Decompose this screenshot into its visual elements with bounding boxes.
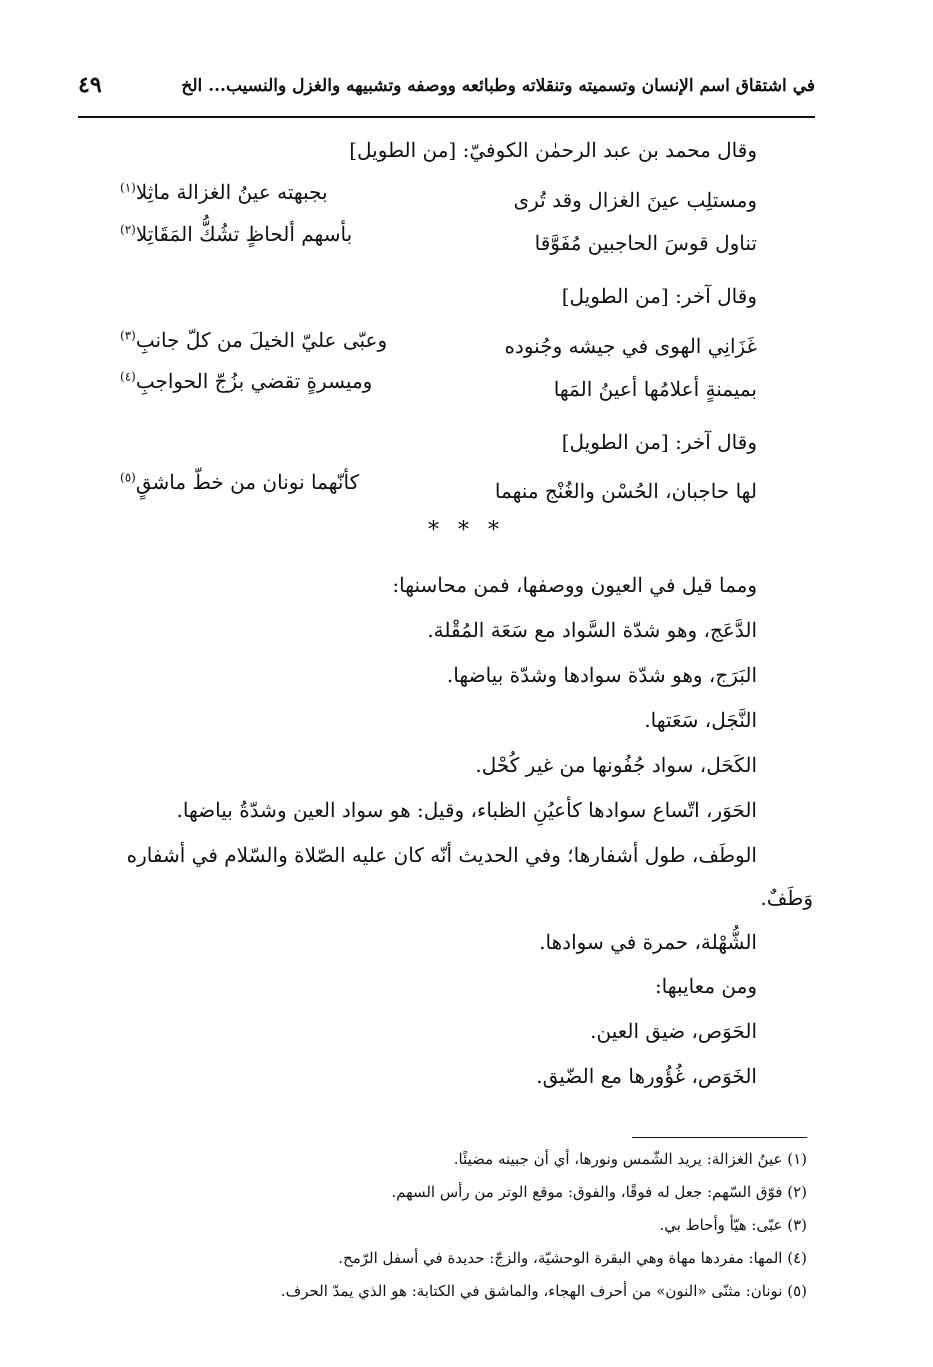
verse-first-hemistich: تناول قوسَ الحاجبين مُفَوَّقا [534, 231, 757, 255]
header-rule [78, 116, 815, 118]
poem-intro: وقال آخر: [من الطويل] [561, 284, 757, 308]
running-header [78, 72, 815, 110]
footnote-reference: (٣) [120, 328, 136, 343]
footnote: (٢) فوّق السّهم: جعل له فوقًا، والفوق: موقع الوتر من رأس السهم. [391, 1183, 807, 1201]
prose-line: البَرَج، وهو شدّة سوادها وشدّة بياضها. [446, 663, 757, 687]
verse-second-hemistich [120, 222, 420, 246]
prose-line: الحَوَر، اتّساع سوادها كأعيُنِ الظباء، وقيل: هو سواد العين وشدّةُ بياضها. [176, 798, 757, 822]
verse-first-hemistich: بميمنةٍ أعلامُها أعينُ المَها [553, 377, 757, 401]
verse-second-text: بأسهم ألحاظٍ تشُكُّ المَقَاتِلا [135, 222, 353, 246]
footnote-reference: (٥) [120, 470, 136, 485]
verse-second-text: وعبّى عليّ الخيلَ من كلّ جانبِ [135, 328, 388, 352]
footnote: (٣) عبّى: هيّأ وأحاط بي. [659, 1216, 807, 1234]
section-separator: * * * [428, 518, 505, 543]
prose-line: وَطَفٌ. [760, 886, 813, 910]
footnote-reference: (١) [120, 180, 136, 195]
prose-line: ومما قيل في العيون ووصفها، فمن محاسنها: [392, 573, 757, 597]
verse-first-hemistich: لها حاجبان، الحُسْن والغُنْج منهما [494, 479, 757, 503]
prose-line: الخَوَص، غُؤُورها مع الضّيق. [536, 1064, 757, 1088]
footnote-rule [632, 1137, 807, 1138]
poem-intro: وقال محمد بن عبد الرحمٰن الكوفيّ: [من الطويل] [349, 138, 757, 162]
running-header-title: في اشتقاق اسم الإنسان وتسميته وتنقلاته وطبائعه ووصفه وتشبيهه والغزل والنسيب... الخ [181, 76, 815, 96]
verse-second-hemistich [120, 328, 420, 352]
verse-second-text: بجبهته عينُ الغزالة ماثِلا [135, 180, 328, 204]
prose-line: الدَّعَج، وهو شدّة السَّواد مع سَعَة المُقْلة. [427, 618, 757, 642]
prose-line: الحَوَص، ضيق العين. [590, 1019, 757, 1043]
prose-line: ومن معايبها: [654, 974, 757, 998]
page-number: ٤٩ [78, 72, 102, 98]
footnote-reference: (٢) [120, 222, 136, 237]
poem-intro: وقال آخر: [من الطويل] [561, 430, 757, 454]
verse-second-hemistich [120, 470, 420, 494]
verse-second-hemistich [120, 369, 420, 393]
prose-line: النَّجَل، سَعَتها. [644, 708, 757, 732]
verse-first-hemistich: ومستلِب عينَ الغزال وقد تُرى [513, 188, 757, 212]
footnote: (٤) المها: مفردها مهاة وهي البقرة الوحشيّة، والزجّ: حديدة في أسفل الرّمح. [338, 1249, 807, 1267]
verse-second-text: كأنّهما نونان من خطّ ماشقٍ [135, 470, 360, 494]
footnote-reference: (٤) [120, 369, 136, 384]
footnote: (١) عينُ الغزالة: يريد الشّمس ونورها، أي أن جبينه مضيئًا. [453, 1150, 807, 1168]
verse-first-hemistich: غَزَانِي الهوى في جيشه وجُنوده [504, 334, 757, 358]
verse-second-text: وميسرةٍ تقضي بزُجّ الحواجبِ [135, 369, 373, 393]
verse-second-hemistich [120, 180, 420, 204]
prose-line: الشُّهْلة، حمرة في سوادها. [539, 930, 757, 954]
prose-line: الوطَف، طول أشفارها؛ وفي الحديث أنّه كان عليه الصّلاة والسّلام في أشفاره [126, 843, 757, 867]
footnote: (٥) نونان: مثنّى «النون» من أحرف الهجاء، والماشق في الكتابة: هو الذي يمدّ الحرف. [280, 1282, 807, 1300]
prose-line: الكَحَل، سواد جُفُونها من غير كُحْل. [475, 753, 757, 777]
